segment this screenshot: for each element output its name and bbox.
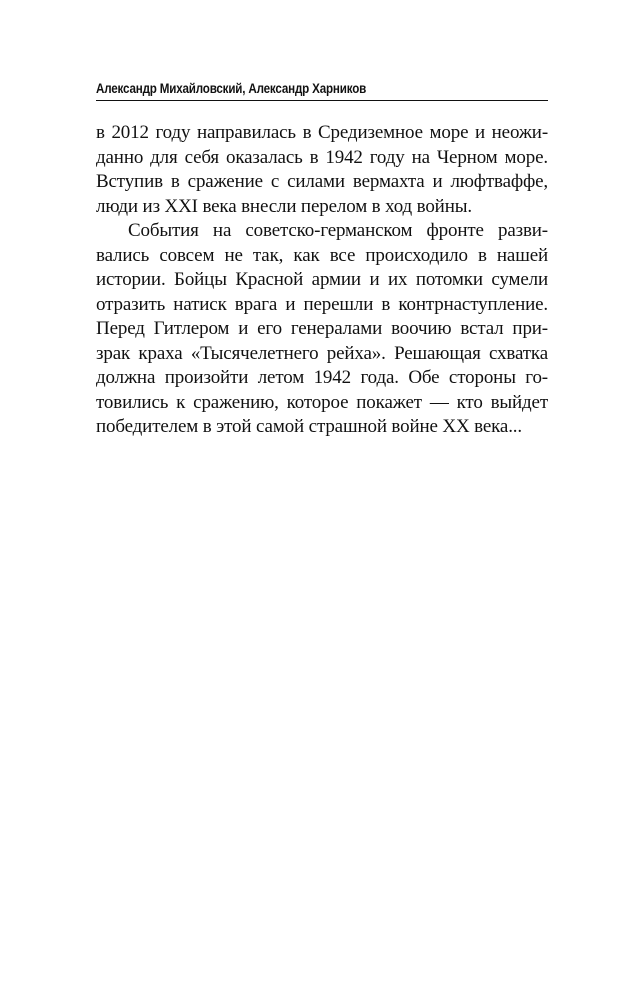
text-line: данно для себя оказалась в 1942 году на Черном море.: [96, 146, 548, 168]
text-line: вались совсем не так, как все происходило в нашей: [96, 244, 548, 266]
text-line: отразить натиск врага и перешли в контрнаступление.: [96, 293, 548, 315]
text-line: Перед Гитлером и его генералами воочию встал при-: [96, 318, 548, 339]
running-header-title: Александр Михайловский, Александр Харников: [96, 81, 367, 96]
text-line: События на советско-германском фронте разви-: [128, 220, 548, 241]
running-header: [96, 78, 548, 101]
text-line: зрак краха «Тысячелетнего рейха». Решающая схватка: [96, 342, 548, 364]
text-line: должна произойти летом 1942 года. Обе стороны го-: [96, 367, 548, 388]
body-text: [96, 121, 548, 440]
text-line: Вступив в сражение с силами вермахта и люфтваффе,: [96, 171, 548, 192]
text-line: в 2012 году направилась в Средиземное море и неожи-: [96, 122, 548, 143]
paragraph-2: [96, 219, 548, 440]
text-line: победителем в этой самой страшной войне XX века...: [96, 416, 523, 437]
text-line: товились к сражению, которое покажет — кто выйдет: [96, 391, 548, 413]
text-line: люди из XXI века внесли перелом в ход войны.: [96, 195, 472, 217]
paragraph-1: [96, 121, 548, 219]
text-line: истории. Бойцы Красной армии и их потомки сумели: [96, 269, 548, 290]
